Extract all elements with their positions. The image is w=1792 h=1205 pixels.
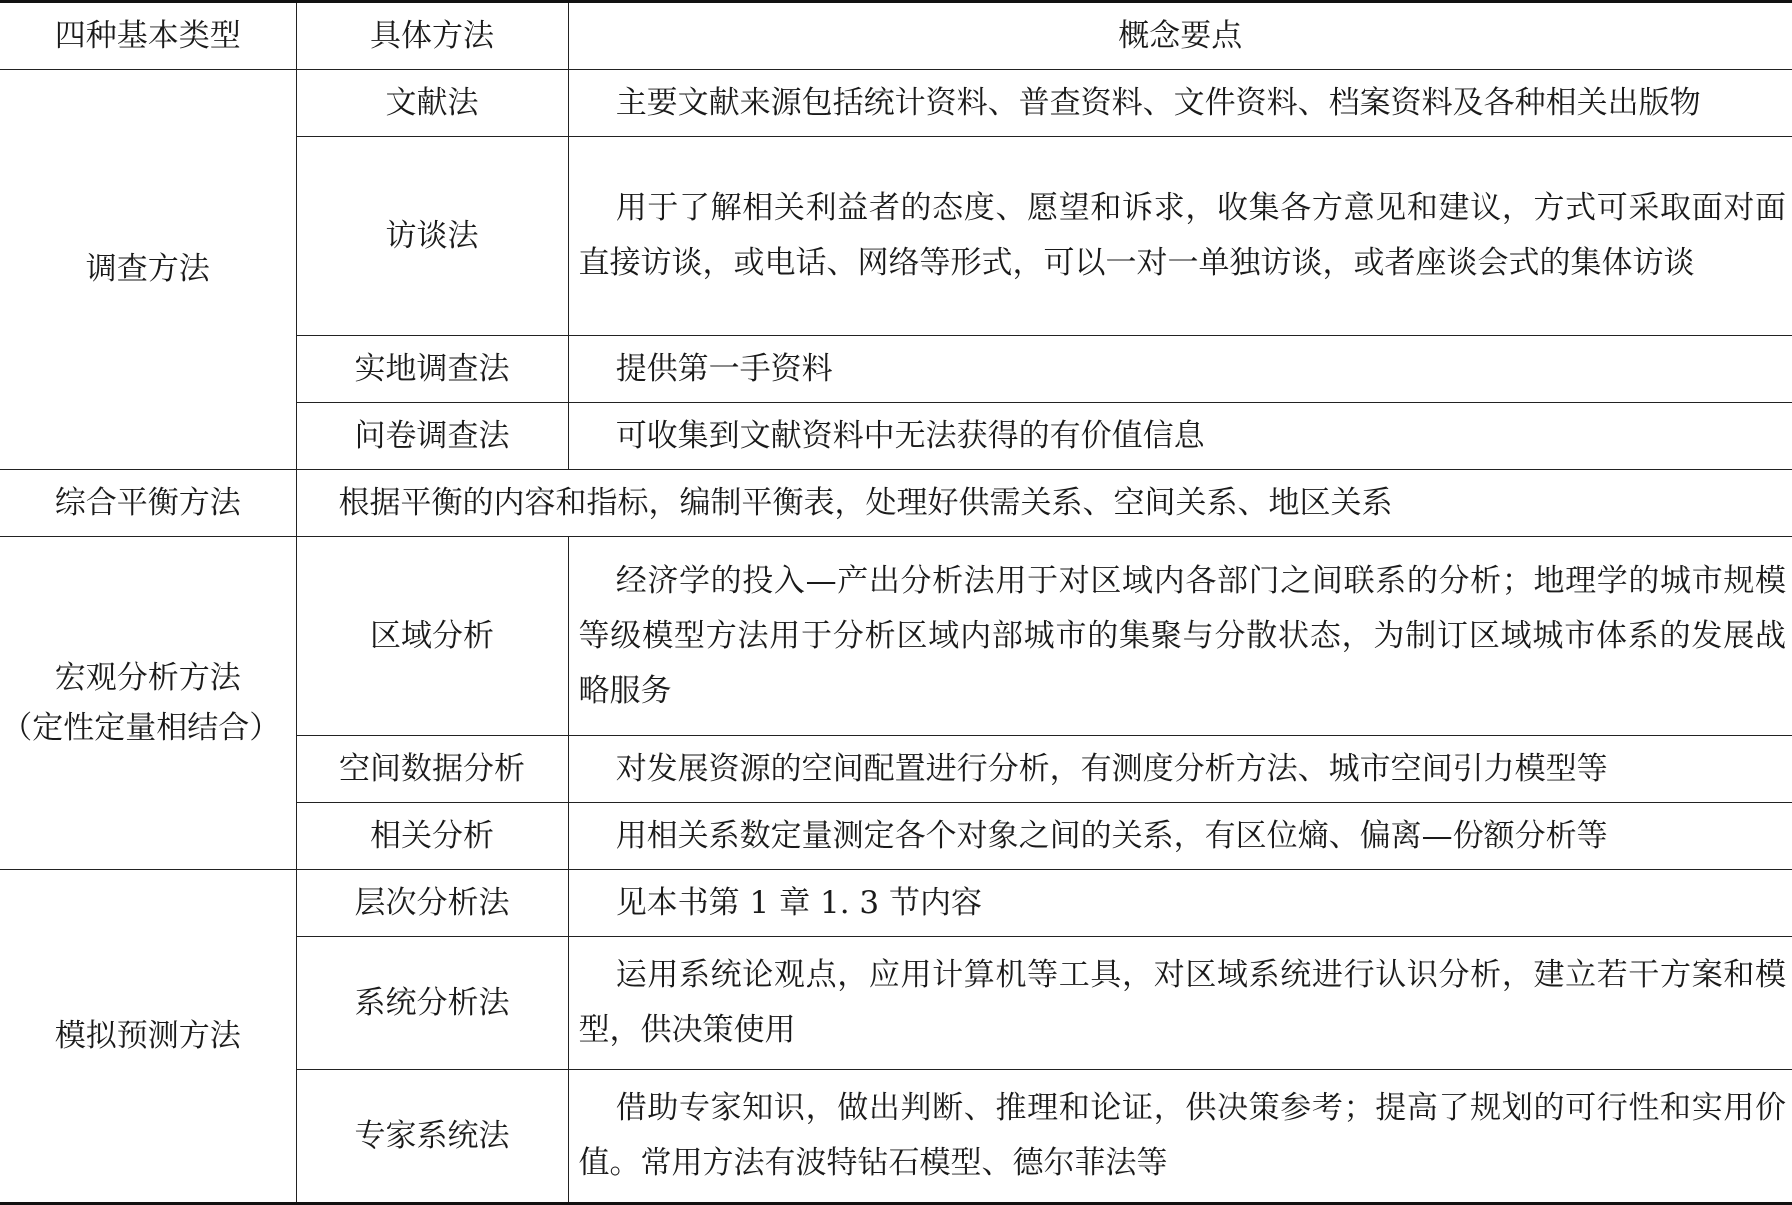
desc-cell: 见本书第 1 章 1. 3 节内容 (568, 870, 1792, 937)
type-cell-survey: 调查方法 (0, 70, 296, 470)
desc-cell: 用相关系数定量测定各个对象之间的关系，有区位熵、偏离—份额分析等 (568, 803, 1792, 870)
method-cell: 实地调查法 (296, 336, 568, 403)
type-cell-balance: 综合平衡方法 (0, 470, 296, 537)
desc-cell: 用于了解相关利益者的态度、愿望和诉求，收集各方意见和建议，方式可采取面对面直接访谈，或电话、网络等形式，可以一对一单独访谈，或者座谈会式的集体访谈 (568, 137, 1792, 336)
method-cell: 文献法 (296, 70, 568, 137)
method-cell: 问卷调查法 (296, 403, 568, 470)
desc-cell: 经济学的投入—产出分析法用于对区域内各部门之间联系的分析；地理学的城市规模等级模型方法用于分析区域内部城市的集聚与分散状态，为制订区域城市体系的发展战略服务 (568, 537, 1792, 736)
desc-cell: 提供第一手资料 (568, 336, 1792, 403)
type-name: 宏观分析方法 (54, 660, 241, 696)
method-cell: 区域分析 (296, 537, 568, 736)
method-cell: 层次分析法 (296, 870, 568, 937)
type-cell-macro (0, 537, 296, 870)
method-cell: 系统分析法 (296, 937, 568, 1070)
table-row (0, 870, 1792, 937)
method-cell: 专家系统法 (296, 1070, 568, 1204)
header-method: 具体方法 (296, 2, 568, 70)
desc-cell: 根据平衡的内容和指标，编制平衡表，处理好供需关系、空间关系、地区关系 (296, 470, 1792, 537)
desc-cell: 可收集到文献资料中无法获得的有价值信息 (568, 403, 1792, 470)
desc-cell: 运用系统论观点，应用计算机等工具，对区域系统进行认识分析，建立若干方案和模型，供决策使用 (568, 937, 1792, 1070)
table-row (0, 70, 1792, 137)
method-cell: 相关分析 (296, 803, 568, 870)
header-concept: 概念要点 (568, 2, 1792, 70)
method-cell: 空间数据分析 (296, 736, 568, 803)
type-note: （定性定量相结合） (1, 710, 281, 746)
method-cell: 访谈法 (296, 137, 568, 336)
type-cell-simulation: 模拟预测方法 (0, 870, 296, 1204)
table-row (0, 470, 1792, 537)
table-row (0, 537, 1792, 736)
desc-cell: 借助专家知识，做出判断、推理和论证，供决策参考；提高了规划的可行性和实用价值。常用方法有波特钻石模型、德尔菲法等 (568, 1070, 1792, 1204)
header-row (0, 2, 1792, 70)
desc-cell: 主要文献来源包括统计资料、普查资料、文件资料、档案资料及各种相关出版物 (568, 70, 1792, 137)
desc-cell: 对发展资源的空间配置进行分析，有测度分析方法、城市空间引力模型等 (568, 736, 1792, 803)
header-type: 四种基本类型 (0, 2, 296, 70)
